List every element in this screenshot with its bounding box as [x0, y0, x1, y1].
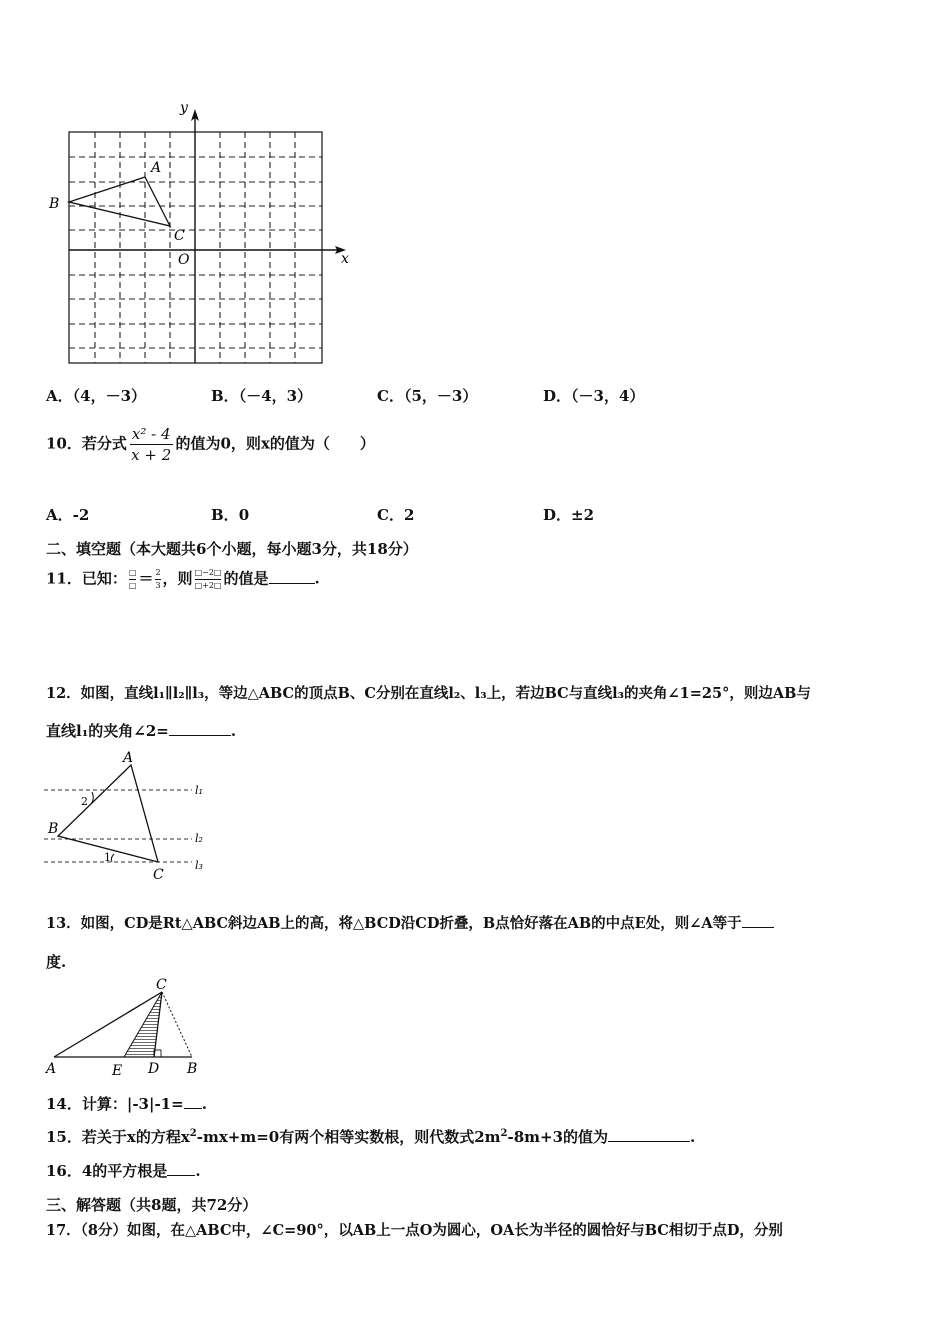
q13-point-d: D: [148, 1061, 160, 1077]
q12-line-2: 直线l₁的夹角∠2= .: [46, 722, 237, 740]
triangle-abc-12: [58, 765, 158, 862]
q13-line-2: 度.: [46, 953, 67, 971]
q11-fraction-2: $\frac{2}{3}$: [155, 568, 161, 590]
q12-angle-2-label: 2: [81, 795, 88, 808]
point-b-label: B: [49, 196, 60, 212]
q10-stem: 10．若分式 $\frac{\text{x² - 4}}{x + 2}$ 的值为0，则x的值为（ ）: [46, 425, 375, 464]
q12-line-l3-label: l₃: [195, 859, 203, 872]
section2-title: 二、填空题（本大题共6个小题，每小题3分，共18分）: [46, 540, 418, 558]
q13-point-e: E: [112, 1063, 123, 1079]
point-c-label: C: [174, 228, 185, 244]
q12-line-1: 12．如图，直线l₁∥l₂∥l₃，等边△ABC的顶点B、C分别在直线l₂、l₃上，若边BC与直线l₃的夹角∠1=25°，则边AB与: [46, 685, 811, 702]
q9-option-a: A．（4，－3）: [46, 387, 147, 405]
q9-coordinate-figure: [40, 95, 360, 380]
q11-fraction-3: $\frac{□-2□}{□+2□}$: [194, 568, 222, 590]
section3-title: 三、解答题（共8题，共72分）: [46, 1196, 258, 1214]
q10-option-d: D．±2: [543, 506, 595, 524]
q11-stem: 11．已知： $\frac{□}{□}$ ＝ $\frac{2}{3}$ ，则 $\frac{□-2□}{□+2□}$ 的值是 .: [46, 568, 320, 590]
q17-stem: 17．（8分）如图，在△ABC中，∠C=90°，以AB上一点O为圆心，OA长为半径的圆恰好与BC相切于点D，分别: [46, 1222, 783, 1239]
q12-angle-1-label: 1: [104, 851, 111, 864]
q11-fraction-1: $\frac{□}{□}$: [128, 568, 137, 590]
q13-point-a: A: [46, 1061, 57, 1077]
q11-answer-blank: [269, 569, 315, 584]
q10-fraction: $\frac{\text{x² - 4}}{x + 2}$: [131, 425, 172, 464]
q16-answer-blank: [167, 1161, 195, 1176]
q12-figure: [40, 745, 220, 885]
q12-line-l1-label: l₁: [195, 784, 203, 797]
q13-point-b: B: [187, 1061, 198, 1077]
q14-stem: 14．计算：|-3|-1= .: [46, 1095, 207, 1113]
q15-answer-blank: [608, 1127, 690, 1142]
shaded-triangle-ecd: [124, 992, 162, 1057]
origin-label: O: [178, 252, 190, 268]
q13-line-1: 13．如图，CD是Rt△ABC斜边AB上的高，将△BCD沿CD折叠，B点恰好落在AB的中点E处，则∠A等于: [46, 912, 774, 933]
q9-option-c: C．（5，－3）: [377, 387, 478, 405]
q12-point-a: A: [123, 750, 134, 766]
q10-option-c: C．2: [377, 506, 415, 524]
q12-line-l2-label: l₂: [195, 832, 203, 845]
q13-answer-blank: [742, 913, 774, 928]
q13-figure: [40, 975, 215, 1080]
y-axis-label: y: [180, 100, 188, 116]
point-a-label: A: [151, 160, 162, 176]
q15-stem: 15．若关于x的方程$x^2-mx+m=0$有两个相等实数根，则代数式$2m^2-8m+3$的值为 .: [46, 1128, 696, 1146]
q12-answer-blank: [169, 721, 231, 736]
q12-point-c: C: [153, 867, 164, 883]
q13-point-c: C: [156, 977, 167, 993]
q12-point-b: B: [48, 821, 59, 837]
x-axis-label: x: [341, 251, 349, 267]
q10-option-b: B．0: [211, 506, 250, 524]
q9-option-b: B．（－4，3）: [211, 387, 313, 405]
q16-stem: 16．4的平方根是 .: [46, 1162, 201, 1180]
q9-option-d: D．（－3，4）: [543, 387, 645, 405]
q14-answer-blank: [184, 1094, 202, 1109]
q10-option-a: A．-2: [46, 506, 90, 524]
